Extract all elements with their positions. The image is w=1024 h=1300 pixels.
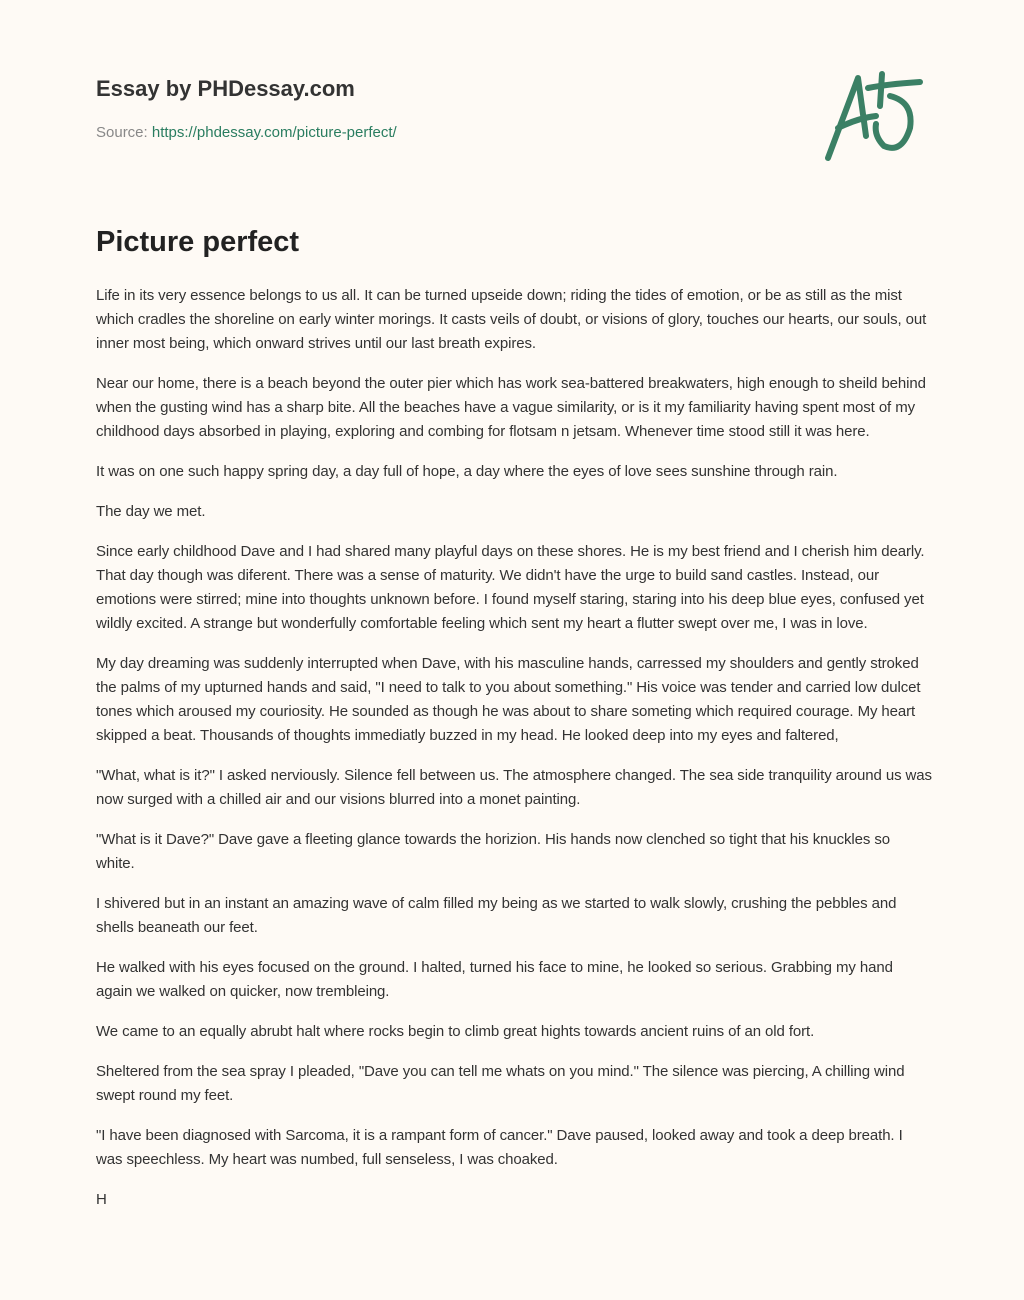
page-header (96, 76, 397, 141)
paragraph: It was on one such happy spring day, a day full of hope, a day where the eyes of love sees sunshine through rain. (96, 463, 838, 480)
paragraph: "What, what is it?" I asked nerviously. Silence fell between us. The atmosphere changed. The sea side tranquility around us was now surged with a chilled air and our visions blurred into a monet painting. (96, 767, 932, 808)
paragraph: My day dreaming was suddenly interrupted when Dave, with his masculine hands, carressed my shoulders and gently stroked the palms of my upturned hands and said, "I need to talk to you about something." His voice was tender and carried low dulcet tones which aroused my couriosity. He sounded as though he was about to share someting which required courage. My heart skipped a beat. Thousands of thoughts immediatly buzzed in my head. He looked deep into my eyes and faltered, (96, 655, 921, 744)
paragraph: He walked with his eyes focused on the ground. I halted, turned his face to mine, he looked so serious. Grabbing my hand again we walked on quicker, now trembleing. (96, 959, 893, 1000)
paragraph: Sheltered from the sea spray I pleaded, "Dave you can tell me whats on you mind." The silence was piercing, A chilling wind swept round my feet. (96, 1063, 905, 1104)
paragraph: Life in its very essence belongs to us all. It can be turned upseide down; riding the tides of emotion, or be as still as the mist which cradles the shoreline on early winter morings. It casts veils of doubt, or visions of glory, touches our hearts, our souls, out inner most being, which onward strives until our last breath expires. (96, 287, 927, 352)
paragraph: We came to an equally abrubt halt where rocks begin to climb great hights towards ancient ruins of an old fort. (96, 1023, 815, 1040)
paragraph: H (96, 1191, 107, 1208)
paragraph: Since early childhood Dave and I had shared many playful days on these shores. He is my best friend and I cherish him dearly. That day though was diferent. There was a sense of maturity. We didn't have the urge to build sand castles. Instead, our emotions were stirred; mine into thoughts unknown before. I found myself staring, staring into his deep blue eyes, confused yet wildly excited. A strange but wonderfully comfortable feeling which sent my heart a flutter swept over me, I was in love. (96, 543, 925, 632)
source-label: Source: (96, 124, 148, 141)
paragraph: "What is it Dave?" Dave gave a fleeting glance towards the horizion. His hands now clenched so tight that his knuckles so white. (96, 831, 890, 872)
essay-body (96, 284, 932, 1228)
paragraph: "I have been diagnosed with Sarcoma, it is a rampant form of cancer." Dave paused, looked away and took a deep breath. I was speechless. My heart was numbed, full senseless, I was choaked. (96, 1127, 903, 1168)
essay-title: Picture perfect (96, 226, 300, 258)
source-link[interactable]: https://phdessay.com/picture-perfect/ (151, 124, 397, 141)
brand-title: Essay by PHDessay.com (96, 76, 355, 101)
paragraph: I shivered but in an instant an amazing wave of calm filled my being as we started to walk slowly, crushing the pebbles and shells beaneath our feet. (96, 895, 897, 936)
source-line (96, 124, 397, 141)
a-plus-logo-icon (818, 66, 928, 166)
paragraph: Near our home, there is a beach beyond the outer pier which has work sea-battered breakwaters, high enough to sheild behind when the gusting wind has a sharp bite. All the beaches have a vague similarity, or is it my familiarity having spent most of my childhood days absorbed in playing, exploring and combing for flotsam n jetsam. Whenever time stood still it was here. (96, 375, 926, 440)
paragraph: The day we met. (96, 503, 206, 520)
